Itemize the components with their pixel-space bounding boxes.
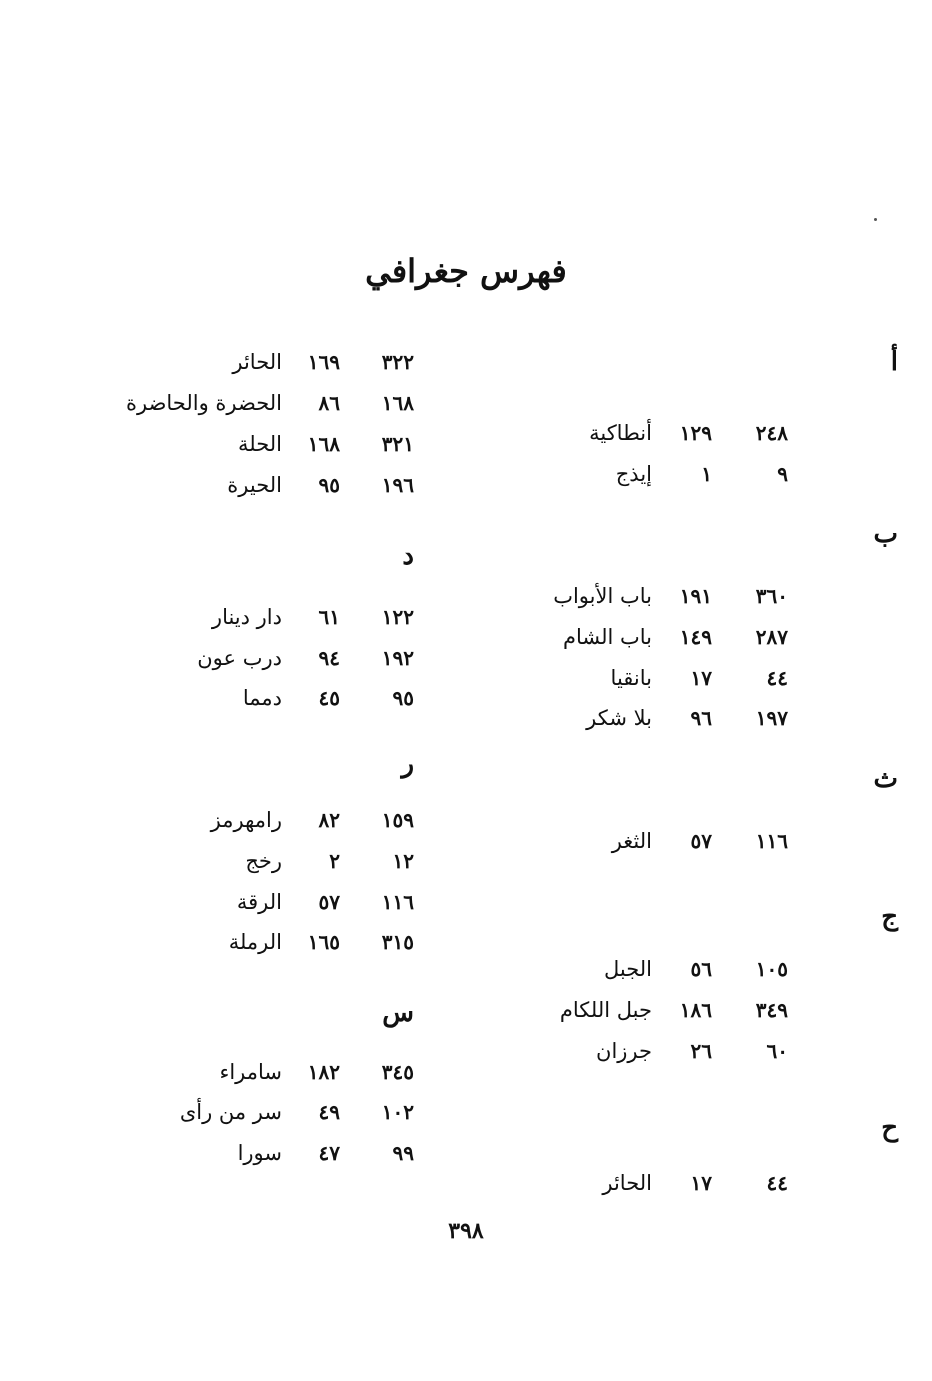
reference-number-secondary: ٩ [777,462,788,486]
section-letter: ج [881,902,898,932]
place-name: الحائر [602,1171,652,1195]
section-letter: ح [881,1113,898,1143]
reference-number-secondary: ٢٤٨ [755,421,788,445]
section-letter: ر [401,749,414,779]
reference-number-secondary: ١٠٢ [381,1100,414,1124]
reference-number-secondary: ٣٤٩ [755,998,788,1022]
place-name: سورا [237,1141,282,1165]
reference-number-secondary: ١٢٢ [381,605,414,629]
reference-number-secondary: ٣٦٠ [755,584,788,608]
place-name: الرقة [236,890,282,914]
reference-number: ٤٥ [318,686,340,710]
place-name: أنطاكية [589,421,652,445]
place-name: إيذج [615,462,652,486]
reference-number: ١٨٢ [307,1060,340,1084]
place-name: دار دينار [211,605,282,629]
place-name: الرملة [228,930,282,954]
reference-number: ٢ [329,849,340,873]
reference-number: ١ [701,462,712,486]
place-name: بلا شكر [586,706,652,730]
reference-number: ٥٧ [318,890,340,914]
reference-number-secondary: ٦٠ [766,1039,788,1063]
place-name: رامهرمز [210,808,282,832]
reference-number-secondary: ١١٦ [381,890,414,914]
place-name: الحلة [238,432,282,456]
place-name: سامراء [219,1060,282,1084]
reference-number: ١٦٥ [307,930,340,954]
place-name: رخج [245,849,282,873]
reference-number-secondary: ٩٥ [392,686,414,710]
index-column-left [125,0,540,1381]
place-name: جرزان [596,1039,652,1063]
reference-number-secondary: ٤٤ [766,666,788,690]
reference-number-secondary: ١٩٢ [381,646,414,670]
place-name: الحضرة والحاضرة [125,391,282,415]
reference-number: ٤٩ [318,1100,340,1124]
reference-number: ٩٥ [318,473,340,497]
reference-number: ٢٦ [690,1039,712,1063]
section-letter: ث [873,764,898,794]
section-letter: ب [873,519,898,549]
reference-number: ٥٧ [690,829,712,853]
reference-number: ١٦٩ [307,350,340,374]
reference-number: ١٧ [690,666,712,690]
place-name: سر من رأى [179,1100,282,1124]
reference-number: ٤٧ [318,1141,340,1165]
reference-number-secondary: ٤٤ [766,1171,788,1195]
reference-number: ١٢٩ [679,421,712,445]
section-letter: د [402,541,414,571]
reference-number: ١٧ [690,1171,712,1195]
reference-number-secondary: ١٢ [392,849,414,873]
place-name: الحيرة [227,473,282,497]
reference-number-secondary: ١١٦ [755,829,788,853]
place-name: الحائر [232,350,282,374]
reference-number-secondary: ١٩٦ [381,473,414,497]
page-number: ٣٩٨ [448,1218,484,1244]
reference-number-secondary: ٣٢١ [381,432,414,456]
place-name: دمما [242,686,282,710]
reference-number: ١٨٦ [679,998,712,1022]
reference-number: ١٤٩ [679,625,712,649]
reference-number-secondary: ٩٩ [392,1141,414,1165]
reference-number: ٨٦ [318,391,340,415]
reference-number-secondary: ٣٢٢ [381,350,414,374]
reference-number-secondary: ١٩٧ [755,706,788,730]
place-name: درب عون [197,646,282,670]
reference-number-secondary: ١٠٥ [755,957,788,981]
reference-number-secondary: ١٥٩ [381,808,414,832]
reference-number-secondary: ٣٤٥ [381,1060,414,1084]
reference-number: ٥٦ [690,957,712,981]
place-name: الثغر [611,829,652,853]
reference-number-secondary: ٢٨٧ [755,625,788,649]
reference-number: ١٩١ [679,584,712,608]
reference-number: ١٦٨ [307,432,340,456]
reference-number: ٩٤ [318,646,340,670]
reference-number-secondary: ١٦٨ [381,391,414,415]
reference-number: ٩٦ [690,706,712,730]
section-letter: أ [890,347,898,377]
place-name: الجبل [603,957,652,981]
place-name: باب الشام [562,625,652,649]
reference-number: ٦١ [318,605,340,629]
page-title: فهرس جغرافي [365,252,567,290]
place-name: باب الأبواب [553,584,652,608]
reference-number-secondary: ٣١٥ [381,930,414,954]
section-letter: س [382,998,414,1028]
place-name: جبل اللكام [559,998,652,1022]
place-name: بانقيا [610,666,652,690]
index-column-right [510,0,910,1381]
reference-number: ٨٢ [318,808,340,832]
